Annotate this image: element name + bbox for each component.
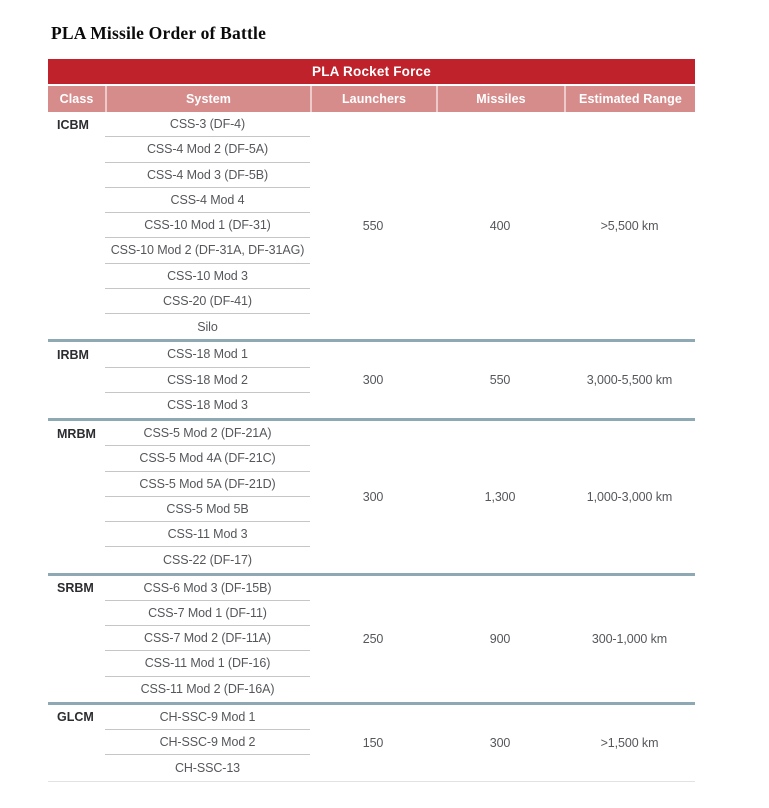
system-row bbox=[105, 188, 310, 213]
system-row bbox=[105, 289, 310, 314]
estimated-range-value bbox=[564, 576, 695, 702]
systems-cell bbox=[105, 705, 310, 781]
class-cell bbox=[48, 112, 105, 339]
system-name: CSS-5 Mod 2 (DF-21A) bbox=[143, 426, 272, 441]
system-row bbox=[105, 421, 310, 446]
estimated-range-value-text: 3,000-5,500 km bbox=[586, 373, 673, 388]
system-name: CSS-20 (DF-41) bbox=[163, 293, 252, 308]
system-name: CSS-18 Mod 3 bbox=[167, 398, 248, 413]
missile-class-group bbox=[48, 573, 695, 702]
class-label: GLCM bbox=[57, 710, 94, 725]
estimated-range-value-text: >1,500 km bbox=[600, 735, 659, 750]
system-row bbox=[105, 264, 310, 289]
system-row bbox=[105, 137, 310, 162]
systems-cell bbox=[105, 112, 310, 339]
system-row bbox=[105, 576, 310, 601]
system-name: CSS-5 Mod 4A (DF-21C) bbox=[139, 451, 276, 466]
system-name: CH-SSC-13 bbox=[174, 760, 241, 775]
launchers-value-text: 550 bbox=[362, 218, 384, 233]
system-row bbox=[105, 651, 310, 676]
system-row bbox=[105, 547, 310, 572]
systems-cell bbox=[105, 342, 310, 418]
system-row bbox=[105, 163, 310, 188]
estimated-range-value-text: >5,500 km bbox=[600, 218, 659, 233]
system-name: CSS-10 Mod 3 bbox=[167, 268, 248, 283]
system-name: CSS-5 Mod 5B bbox=[166, 501, 249, 516]
system-name: CSS-22 (DF-17) bbox=[163, 552, 252, 567]
class-label: ICBM bbox=[57, 117, 89, 132]
system-row bbox=[105, 601, 310, 626]
estimated-range-value-text: 300-1,000 km bbox=[591, 631, 668, 646]
system-row bbox=[105, 393, 310, 418]
column-header-missiles: Missiles bbox=[436, 86, 564, 112]
system-row bbox=[105, 213, 310, 238]
missiles-value-text: 1,300 bbox=[484, 489, 516, 504]
launchers-value-text: 250 bbox=[362, 631, 384, 646]
system-name: CSS-5 Mod 5A (DF-21D) bbox=[139, 476, 276, 491]
table-banner: PLA Rocket Force bbox=[48, 59, 695, 84]
system-name: CSS-18 Mod 1 bbox=[167, 347, 248, 362]
launchers-value bbox=[310, 705, 436, 781]
missile-class-group bbox=[48, 112, 695, 339]
system-row bbox=[105, 677, 310, 702]
missiles-value-text: 900 bbox=[489, 631, 511, 646]
estimated-range-value bbox=[564, 421, 695, 573]
system-row bbox=[105, 238, 310, 263]
class-label: MRBM bbox=[57, 426, 96, 441]
system-name: CSS-4 Mod 4 bbox=[170, 192, 245, 207]
missiles-value bbox=[436, 421, 564, 573]
launchers-value-text: 150 bbox=[362, 735, 384, 750]
class-cell bbox=[48, 421, 105, 573]
system-row bbox=[105, 522, 310, 547]
system-row bbox=[105, 626, 310, 651]
launchers-value bbox=[310, 342, 436, 418]
system-name: CSS-10 Mod 1 (DF-31) bbox=[144, 218, 271, 233]
missiles-value bbox=[436, 112, 564, 339]
system-row bbox=[105, 730, 310, 755]
system-name: CSS-3 (DF-4) bbox=[169, 117, 246, 132]
launchers-value bbox=[310, 576, 436, 702]
launchers-value bbox=[310, 112, 436, 339]
page-title: PLA Missile Order of Battle bbox=[51, 23, 267, 43]
system-row bbox=[105, 112, 310, 137]
system-name: CSS-4 Mod 3 (DF-5B) bbox=[146, 167, 269, 182]
class-label: IRBM bbox=[57, 347, 89, 362]
system-name: CSS-7 Mod 2 (DF-11A) bbox=[144, 631, 271, 646]
system-row bbox=[105, 368, 310, 393]
missiles-value bbox=[436, 705, 564, 781]
system-row bbox=[105, 755, 310, 780]
estimated-range-value bbox=[564, 705, 695, 781]
column-header-range: Estimated Range bbox=[564, 86, 695, 112]
system-name: CSS-6 Mod 3 (DF-15B) bbox=[143, 580, 272, 595]
system-row bbox=[105, 446, 310, 471]
column-header-launchers: Launchers bbox=[310, 86, 436, 112]
system-row bbox=[105, 497, 310, 522]
missile-order-of-battle-table bbox=[48, 59, 695, 782]
system-name: CH-SSC-9 Mod 2 bbox=[159, 735, 256, 750]
system-name: CH-SSC-9 Mod 1 bbox=[159, 709, 256, 724]
system-row bbox=[105, 314, 310, 339]
system-name: CSS-4 Mod 2 (DF-5A) bbox=[146, 142, 269, 157]
class-cell bbox=[48, 705, 105, 781]
system-name: Silo bbox=[197, 319, 218, 334]
system-row bbox=[105, 472, 310, 497]
launchers-value-text: 300 bbox=[362, 373, 384, 388]
estimated-range-value-text: 1,000-3,000 km bbox=[586, 489, 673, 504]
launchers-value-text: 300 bbox=[362, 489, 384, 504]
missiles-value bbox=[436, 576, 564, 702]
estimated-range-value bbox=[564, 342, 695, 418]
missiles-value-text: 550 bbox=[489, 373, 511, 388]
missiles-value-text: 400 bbox=[489, 218, 511, 233]
column-header-class: Class bbox=[59, 92, 94, 106]
class-label: SRBM bbox=[57, 581, 94, 596]
systems-cell bbox=[105, 421, 310, 573]
table-header-row bbox=[48, 86, 695, 112]
systems-cell bbox=[105, 576, 310, 702]
class-cell bbox=[48, 342, 105, 418]
table-body bbox=[48, 112, 695, 782]
system-row bbox=[105, 342, 310, 367]
missile-class-group bbox=[48, 339, 695, 418]
missile-class-group bbox=[48, 418, 695, 573]
missiles-value-text: 300 bbox=[489, 735, 511, 750]
estimated-range-value bbox=[564, 112, 695, 339]
system-name: CSS-18 Mod 2 bbox=[167, 372, 248, 387]
system-name: CSS-11 Mod 2 (DF-16A) bbox=[140, 682, 275, 697]
system-name: CSS-11 Mod 3 bbox=[167, 527, 248, 542]
class-cell bbox=[48, 576, 105, 702]
system-name: CSS-11 Mod 1 (DF-16) bbox=[144, 656, 271, 671]
missile-class-group bbox=[48, 702, 695, 781]
system-row bbox=[105, 705, 310, 730]
system-name: CSS-10 Mod 2 (DF-31A, DF-31AG) bbox=[110, 243, 305, 258]
system-name: CSS-7 Mod 1 (DF-11) bbox=[148, 605, 267, 620]
column-header-system: System bbox=[105, 86, 310, 112]
launchers-value bbox=[310, 421, 436, 573]
missiles-value bbox=[436, 342, 564, 418]
